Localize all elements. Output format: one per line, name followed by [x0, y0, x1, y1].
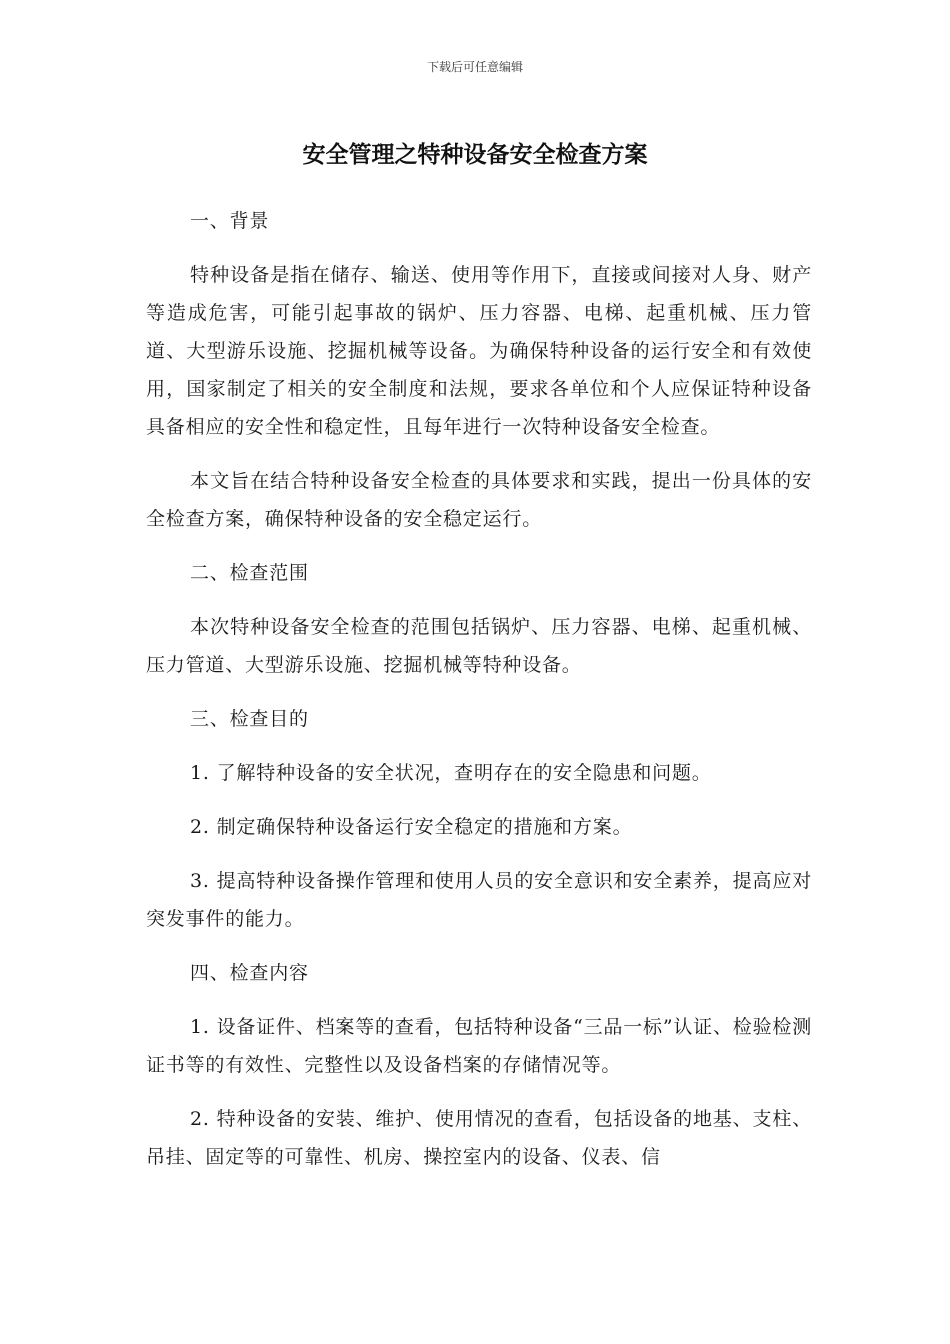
paragraph-background-definition: 特种设备是指在储存、输送、使用等作用下，直接或间接对人身、财产等造成危害，可能引起事故的锅炉、压力容器、电梯、起重机械、压力管道、大型游乐设施、挖掘机械等设备。为确保特种设备的运行安全和有效使用，国家制定了相关的安全制度和法规，要求各单位和个人应保证特种设备具备相应的安全性和稳定性，且每年进行一次特种设备安全检查。: [146, 264, 812, 438]
document-body: [146, 202, 812, 1176]
section-heading-content: 四、检查内容: [190, 962, 309, 984]
list-item-objective-1: 1. 了解特种设备的安全状况，查明存在的安全隐患和问题。: [190, 762, 712, 784]
section-heading-scope: 二、检查范围: [190, 562, 309, 584]
paragraph-scope: 本次特种设备安全检查的范围包括锅炉、压力容器、电梯、起重机械、压力管道、大型游乐设施、挖掘机械等特种设备。: [146, 616, 812, 676]
section-heading-background: 一、背景: [190, 210, 270, 232]
page-header-note: 下载后可任意编辑: [426, 60, 523, 74]
list-item-content-2: 2. 特种设备的安装、维护、使用情况的查看，包括设备的地基、支柱、吊挂、固定等的可靠性、机房、操控室内的设备、仪表、信: [146, 1108, 812, 1168]
list-item-objective-3: 3. 提高特种设备操作管理和使用人员的安全意识和安全素养，提高应对突发事件的能力。: [146, 870, 812, 930]
list-item-content-1: 1. 设备证件、档案等的查看，包括特种设备“三品一标”认证、检验检测证书等的有效性、完整性以及设备档案的存储情况等。: [146, 1016, 812, 1076]
section-heading-objectives: 三、检查目的: [190, 708, 309, 730]
document-title: 安全管理之特种设备安全检查方案: [302, 142, 648, 168]
paragraph-background-purpose: 本文旨在结合特种设备安全检查的具体要求和实践，提出一份具体的安全检查方案，确保特种设备的安全稳定运行。: [146, 470, 812, 530]
list-item-objective-2: 2. 制定确保特种设备运行安全稳定的措施和方案。: [190, 816, 633, 838]
